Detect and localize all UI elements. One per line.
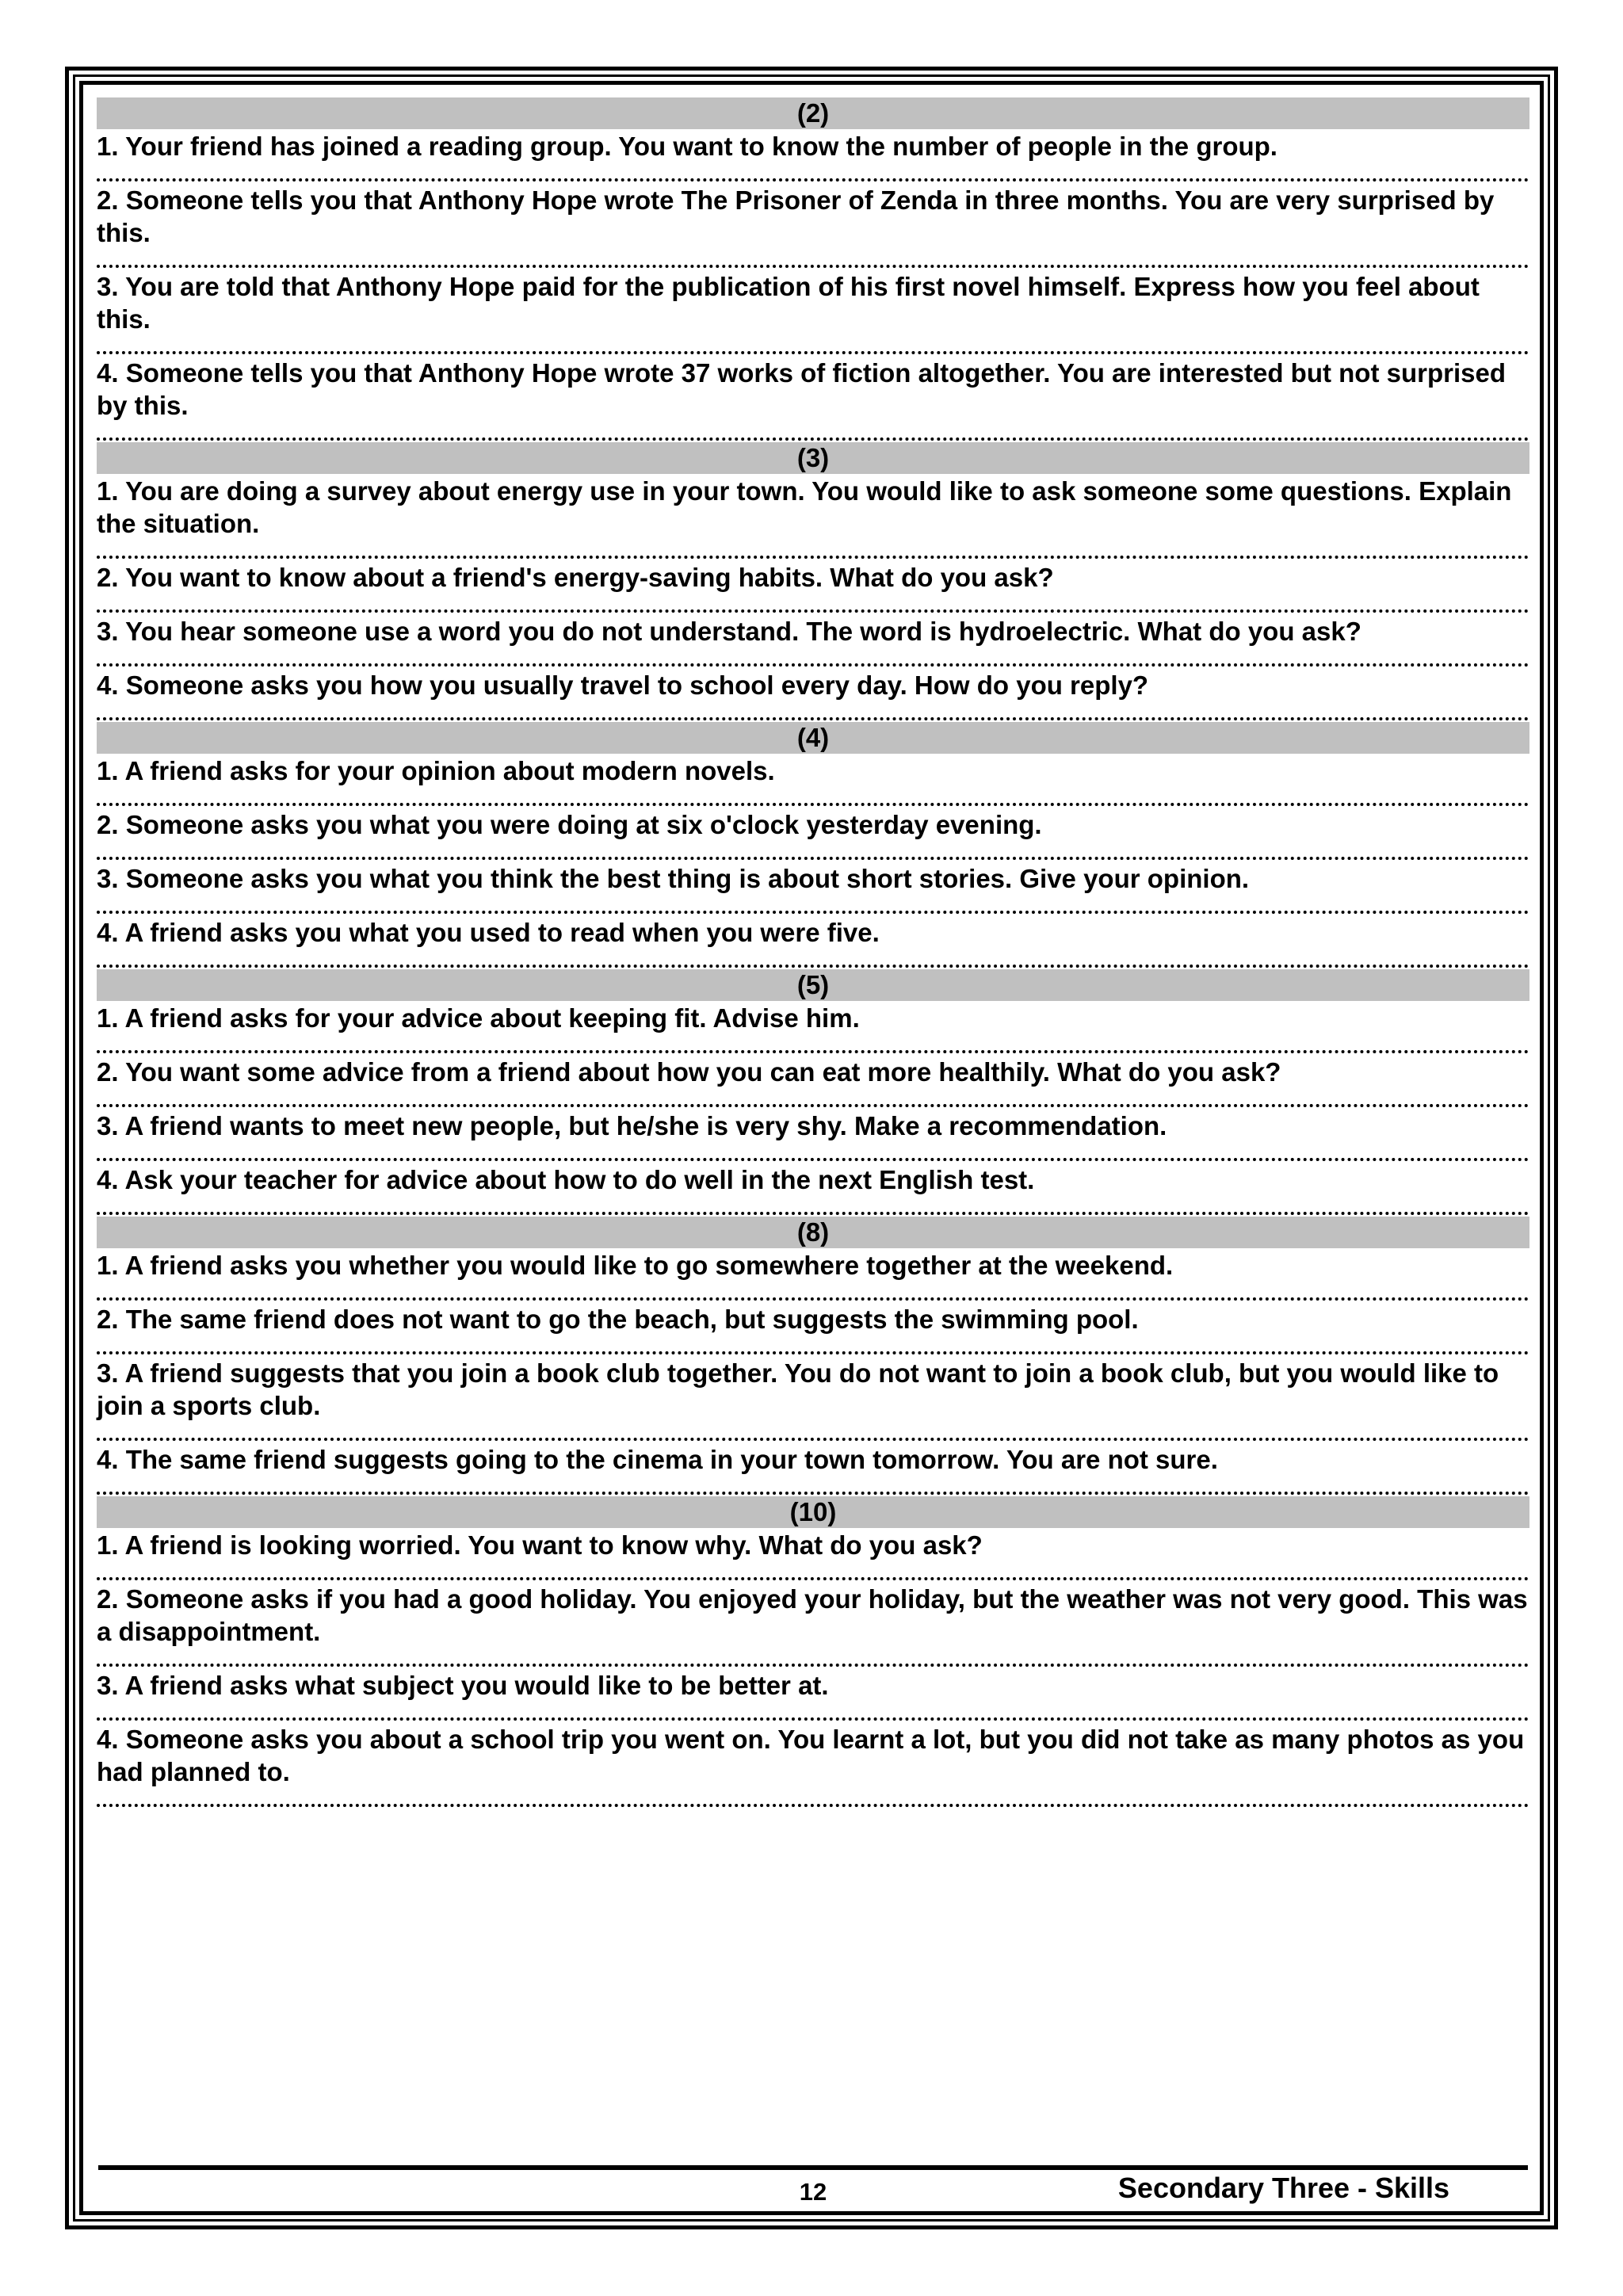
question: 3. A friend asks what subject you would like to be better at. xyxy=(97,1671,829,1700)
answer-line xyxy=(97,540,1529,559)
section-8 xyxy=(97,1217,1529,1495)
answer-line xyxy=(97,1702,1529,1721)
question: 2. You want some advice from a friend about how you can eat more healthily. What do you ask? xyxy=(97,1057,1281,1087)
section-header: (4) xyxy=(97,722,1529,754)
question: 1. A friend asks for your opinion about modern novels. xyxy=(97,756,775,785)
question: 3. You hear someone use a word you do not understand. The word is hydroelectric. What do you ask? xyxy=(97,617,1361,646)
question: 2. Someone asks if you had a good holiday. You enjoyed your holiday, but the weather was not very good. This was a disappointment. xyxy=(97,1584,1528,1646)
question: 4. The same friend suggests going to the cinema in your town tomorrow. You are not sure. xyxy=(97,1445,1218,1474)
question: 1. You are doing a survey about energy use in your town. You would like to ask someone some questions. Explain the situation. xyxy=(97,476,1512,538)
answer-line xyxy=(97,1648,1529,1667)
question: 1. A friend is looking worried. You want to know why. What do you ask? xyxy=(97,1530,983,1560)
answer-line xyxy=(97,1335,1529,1354)
question: 4. A friend asks you what you used to read when you were five. xyxy=(97,918,880,947)
answer-line xyxy=(97,701,1529,720)
answer-line xyxy=(97,1422,1529,1441)
answer-line xyxy=(97,787,1529,806)
section-2 xyxy=(97,97,1529,441)
section-3 xyxy=(97,442,1529,720)
answer-line xyxy=(97,594,1529,613)
answer-line xyxy=(97,648,1529,667)
section-5 xyxy=(97,969,1529,1215)
section-header: (10) xyxy=(97,1496,1529,1528)
answer-line xyxy=(97,841,1529,860)
question: 1. A friend asks you whether you would like to go somewhere together at the weekend. xyxy=(97,1251,1174,1280)
section-header: (5) xyxy=(97,969,1529,1001)
question: 1. Your friend has joined a reading group. You want to know the number of people in the group. xyxy=(97,132,1277,161)
question: 2. You want to know about a friend's energy-saving habits. What do you ask? xyxy=(97,563,1054,592)
answer-line xyxy=(97,895,1529,914)
question: 4. Someone asks you about a school trip you went on. You learnt a lot, but you did not take as many photos as you had planned to. xyxy=(97,1725,1525,1786)
answer-line xyxy=(97,162,1529,181)
answer-line xyxy=(97,249,1529,268)
question: 2. Someone tells you that Anthony Hope wrote The Prisoner of Zenda in three months. You are very surprised by this. xyxy=(97,185,1495,247)
answer-line xyxy=(97,1196,1529,1215)
answer-line xyxy=(97,1034,1529,1053)
answer-line xyxy=(97,422,1529,441)
section-4 xyxy=(97,722,1529,968)
question: 2. The same friend does not want to go the beach, but suggests the swimming pool. xyxy=(97,1305,1139,1334)
section-header: (8) xyxy=(97,1217,1529,1248)
question: 3. A friend wants to meet new people, but he/she is very shy. Make a recommendation. xyxy=(97,1111,1167,1140)
question: 1. A friend asks for your advice about keeping fit. Advise him. xyxy=(97,1003,860,1033)
question: 4. Someone tells you that Anthony Hope wrote 37 works of fiction altogether. You are interested but not surprised by this. xyxy=(97,358,1506,420)
section-10 xyxy=(97,1496,1529,1807)
answer-line xyxy=(97,1282,1529,1301)
answer-line xyxy=(97,1476,1529,1495)
worksheet-content xyxy=(97,97,1529,1809)
question: 2. Someone asks you what you were doing at six o'clock yesterday evening. xyxy=(97,810,1042,839)
question: 3. Someone asks you what you think the best thing is about short stories. Give your opinion. xyxy=(97,864,1250,893)
question: 4. Someone asks you how you usually travel to school every day. How do you reply? xyxy=(97,670,1149,700)
answer-line xyxy=(97,1788,1529,1807)
section-header: (3) xyxy=(97,442,1529,474)
section-header: (2) xyxy=(97,97,1529,129)
answer-line xyxy=(97,1561,1529,1580)
question: 3. You are told that Anthony Hope paid for the publication of his first novel himself. Express how you feel about this. xyxy=(97,272,1480,334)
footer-title: Secondary Three - Skills xyxy=(1117,2172,1450,2204)
question: 3. A friend suggests that you join a book club together. You do not want to join a book club, but you would like to join a sports club. xyxy=(97,1358,1499,1420)
footer-rule xyxy=(98,2165,1528,2170)
question: 4. Ask your teacher for advice about how to do well in the next English test. xyxy=(97,1165,1035,1194)
answer-line xyxy=(97,335,1529,354)
answer-line xyxy=(97,949,1529,968)
answer-line xyxy=(97,1142,1529,1161)
page-number: 12 xyxy=(799,2178,827,2206)
answer-line xyxy=(97,1088,1529,1107)
